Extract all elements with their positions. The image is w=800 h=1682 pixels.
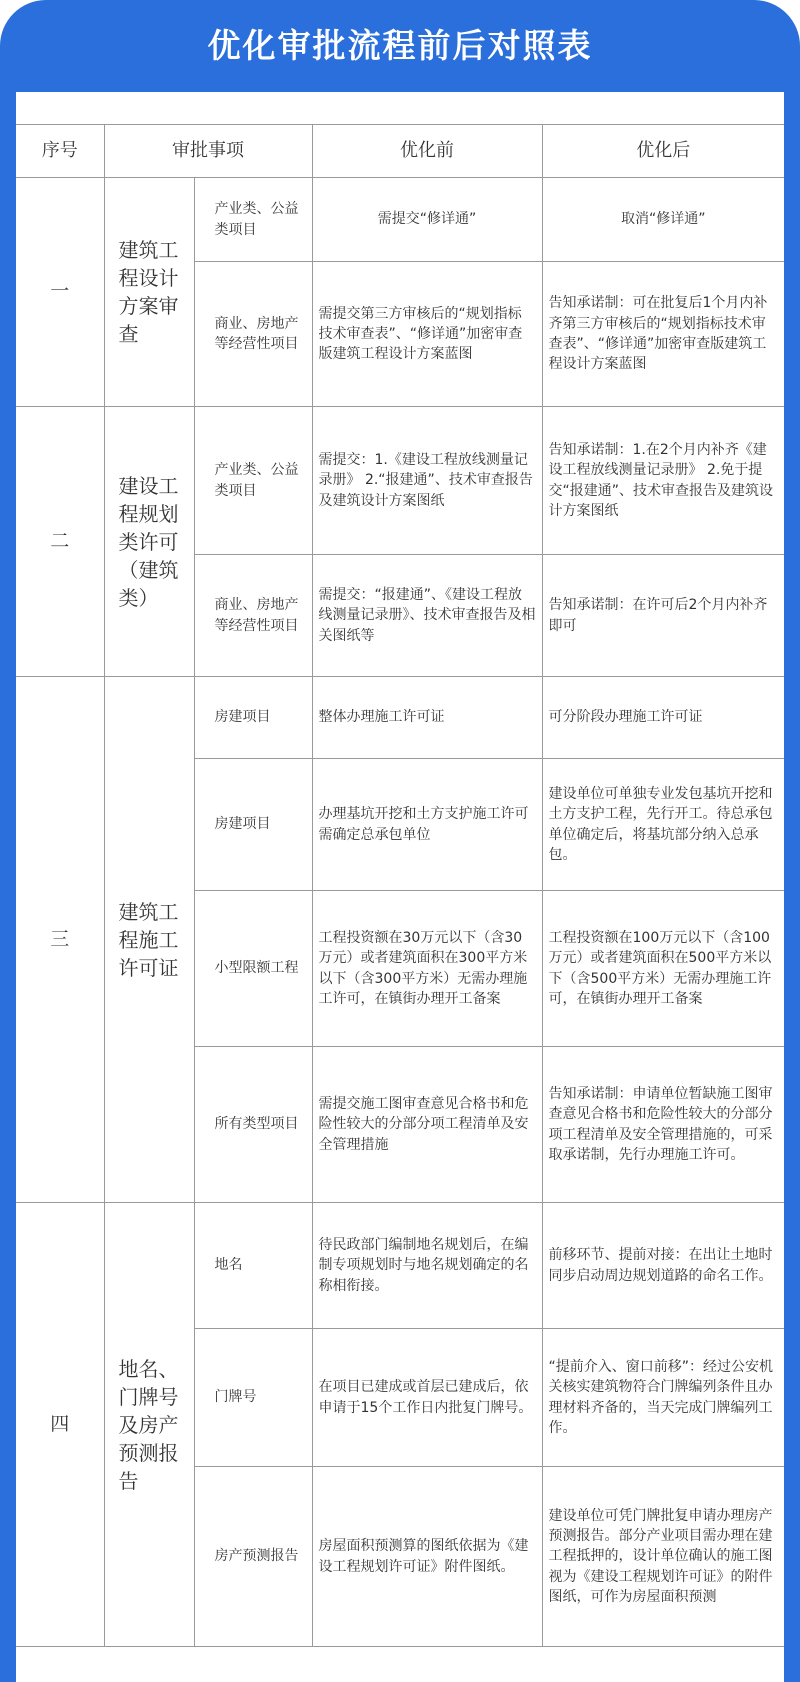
section-item: 建筑工程设计方案审查 <box>104 178 194 407</box>
section-item: 地名、门牌号及房产预测报告 <box>104 1203 194 1647</box>
section-number: 二 <box>16 407 104 677</box>
after-text: “提前介入、窗口前移”：经过公安机关核实建筑物符合门牌编列条件且办理材料齐备的，当天完成门牌编列工作。 <box>542 1329 784 1467</box>
table-row <box>16 1203 784 1329</box>
comparison-table <box>16 124 784 1647</box>
header-after: 优化后 <box>542 125 784 178</box>
sub-item: 产业类、公益类项目 <box>194 407 312 555</box>
table-row <box>16 677 784 759</box>
after-text: 取消“修详通” <box>542 178 784 262</box>
section-number: 一 <box>16 178 104 407</box>
header-num: 序号 <box>16 125 104 178</box>
table-panel <box>16 92 784 1682</box>
after-text: 前移环节、提前对接：在出让土地时同步启动周边规划道路的命名工作。 <box>542 1203 784 1329</box>
before-text: 待民政部门编制地名规划后，在编制专项规划时与地名规划确定的名称相衔接。 <box>312 1203 542 1329</box>
table-row <box>16 178 784 262</box>
sub-item: 房建项目 <box>194 759 312 891</box>
section-item: 建设工程规划类许可（建筑类） <box>104 407 194 677</box>
before-text: 需提交：“报建通”、《建设工程放线测量记录册》、技术审查报告及相关图纸等 <box>312 555 542 677</box>
header-before: 优化前 <box>312 125 542 178</box>
after-text: 告知承诺制：1.在2个月内补齐《建设工程放线测量记录册》 2.免于提交“报建通”、技术审查报告及建筑设计方案图纸 <box>542 407 784 555</box>
section-item: 建筑工程施工许可证 <box>104 677 194 1203</box>
table-header-row <box>16 125 784 178</box>
sub-item: 产业类、公益类项目 <box>194 178 312 262</box>
after-text: 告知承诺制：在许可后2个月内补齐即可 <box>542 555 784 677</box>
before-text: 办理基坑开挖和土方支护施工许可需确定总承包单位 <box>312 759 542 891</box>
before-text: 在项目已建成或首层已建成后，依申请于15个工作日内批复门牌号。 <box>312 1329 542 1467</box>
sub-item: 房产预测报告 <box>194 1467 312 1647</box>
sub-item: 商业、房地产等经营性项目 <box>194 555 312 677</box>
section-number: 四 <box>16 1203 104 1647</box>
page-title: 优化审批流程前后对照表 <box>207 26 593 65</box>
after-text: 可分阶段办理施工许可证 <box>542 677 784 759</box>
header-item: 审批事项 <box>104 125 312 178</box>
before-text: 需提交“修详通” <box>312 178 542 262</box>
sub-item: 商业、房地产等经营性项目 <box>194 262 312 407</box>
before-text: 需提交：1.《建设工程放线测量记录册》 2.“报建通”、技术审查报告及建筑设计方案图纸 <box>312 407 542 555</box>
after-text: 告知承诺制：可在批复后1个月内补齐第三方审核后的“规划指标技术审查表”、“修详通”加密审查版建筑工程设计方案蓝图 <box>542 262 784 407</box>
before-text: 需提交施工图审查意见合格书和危险性较大的分部分项工程清单及安全管理措施 <box>312 1047 542 1203</box>
sub-item: 小型限额工程 <box>194 891 312 1047</box>
table-row <box>16 407 784 555</box>
sub-item: 门牌号 <box>194 1329 312 1467</box>
before-text: 整体办理施工许可证 <box>312 677 542 759</box>
before-text: 房屋面积预测算的图纸依据为《建设工程规划许可证》附件图纸。 <box>312 1467 542 1647</box>
sub-item: 所有类型项目 <box>194 1047 312 1203</box>
before-text: 需提交第三方审核后的“规划指标技术审查表”、“修详通”加密审查版建筑工程设计方案蓝图 <box>312 262 542 407</box>
after-text: 告知承诺制：申请单位暂缺施工图审查意见合格书和危险性较大的分部分项工程清单及安全管理措施的，可采取承诺制，先行办理施工许可。 <box>542 1047 784 1203</box>
before-text: 工程投资额在30万元以下（含30万元）或者建筑面积在300平方米以下（含300平方米）无需办理施工许可，在镇街办理开工备案 <box>312 891 542 1047</box>
panel-top-spacer <box>16 92 784 124</box>
sub-item: 房建项目 <box>194 677 312 759</box>
after-text: 建设单位可凭门牌批复申请办理房产预测报告。部分产业项目需办理在建工程抵押的，设计单位确认的施工图视为《建设工程规划许可证》的附件图纸，可作为房屋面积预测 <box>542 1467 784 1647</box>
section-number: 三 <box>16 677 104 1203</box>
sub-item: 地名 <box>194 1203 312 1329</box>
after-text: 工程投资额在100万元以下（含100万元）或者建筑面积在500平方米以下（含500平方米）无需办理施工许可，在镇街办理开工备案 <box>542 891 784 1047</box>
after-text: 建设单位可单独专业发包基坑开挖和土方支护工程，先行开工。待总承包单位确定后，将基坑部分纳入总承包。 <box>542 759 784 891</box>
